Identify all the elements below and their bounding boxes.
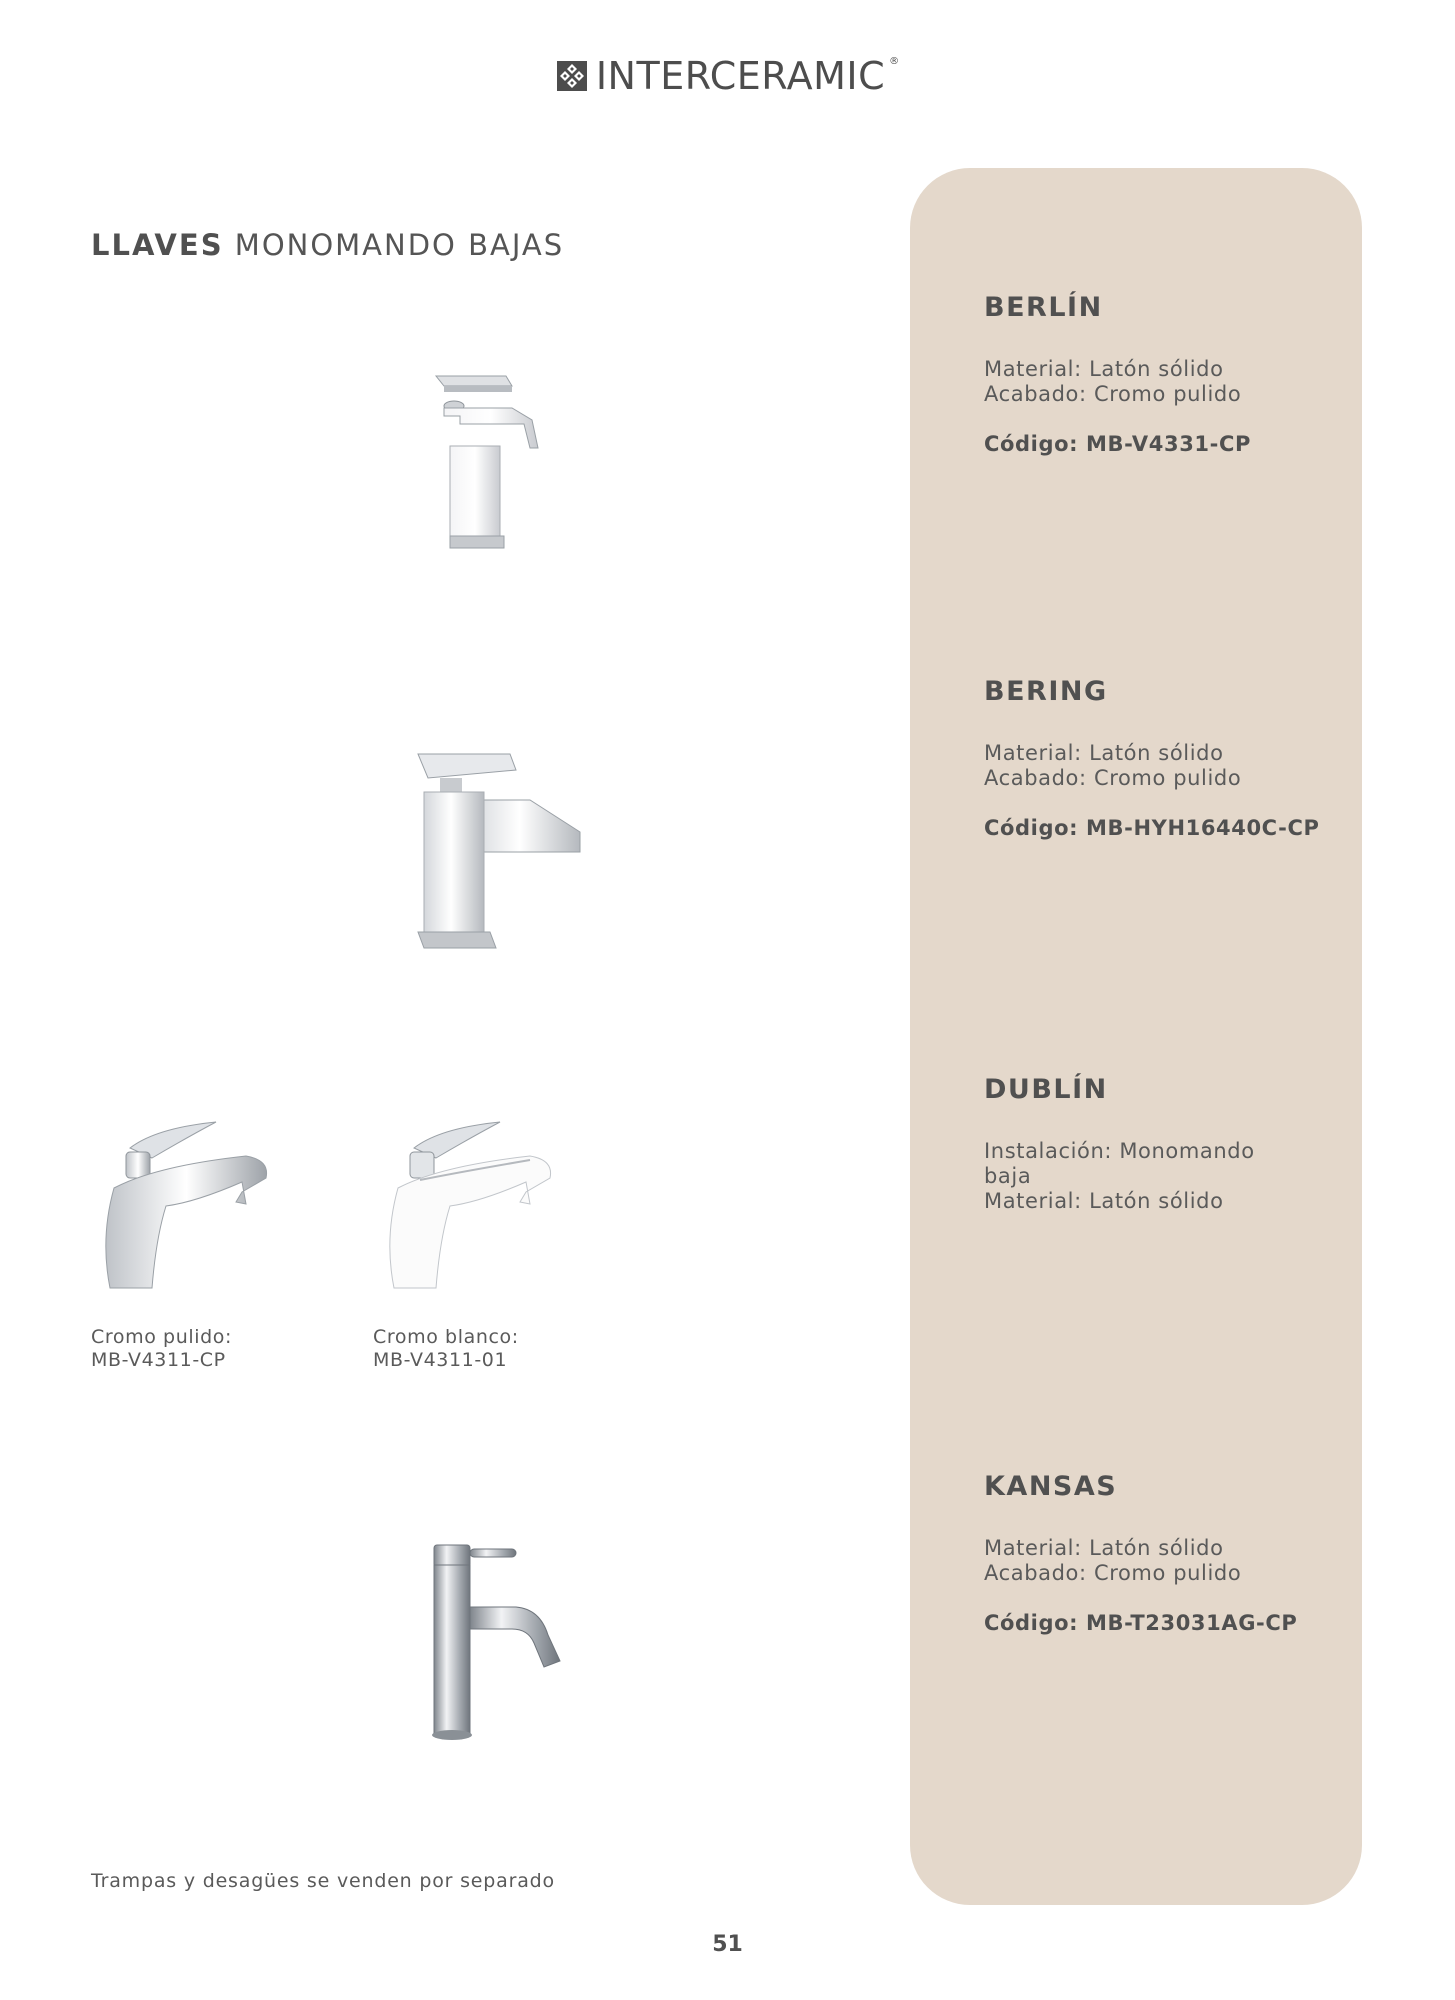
variant-finish: Cromo pulido: <box>91 1326 233 1348</box>
product-spec: Acabado: Cromo pulido <box>984 766 1242 790</box>
faucet-dublin-chrome-image <box>96 1118 276 1298</box>
product-spec: Acabado: Cromo pulido <box>984 1561 1242 1585</box>
registered-mark: ® <box>889 56 900 67</box>
faucet-dublin-white-image <box>380 1118 560 1298</box>
brand-name: INTERCERAMIC <box>595 54 886 98</box>
product-spec: baja <box>984 1164 1032 1188</box>
faucet-bering-image <box>410 748 590 958</box>
product-spec: Material: Latón sólido <box>984 357 1224 381</box>
variant-finish: Cromo blanco: <box>373 1326 519 1348</box>
product-code: Código: MB-V4331-CP <box>984 432 1251 456</box>
variant-caption-white <box>373 1326 519 1372</box>
product-name: DUBLÍN <box>984 1074 1108 1105</box>
product-spec: Acabado: Cromo pulido <box>984 382 1242 406</box>
footnote: Trampas y desagües se venden por separado <box>91 1870 555 1892</box>
variant-code: MB-V4311-CP <box>91 1349 226 1371</box>
page-number: 51 <box>712 1932 743 1957</box>
product-berlin <box>984 292 1251 456</box>
product-code: Código: MB-T23031AG-CP <box>984 1611 1298 1635</box>
section-title <box>91 228 564 262</box>
interceramic-diamond-logo-icon <box>556 60 588 92</box>
product-name: BERLÍN <box>984 292 1103 323</box>
product-spec: Instalación: Monomando <box>984 1139 1255 1163</box>
faucet-berlin-image <box>420 368 570 568</box>
product-spec: Material: Latón sólido <box>984 1189 1224 1213</box>
faucet-kansas-image <box>420 1535 590 1745</box>
section-title-rest: MONOMANDO BAJAS <box>234 228 565 262</box>
product-bering <box>984 676 1320 840</box>
variant-code: MB-V4311-01 <box>373 1349 508 1371</box>
product-name: BERING <box>984 676 1108 707</box>
product-kansas <box>984 1471 1297 1635</box>
product-dublin <box>984 1074 1255 1214</box>
section-title-bold: LLAVES <box>91 228 224 262</box>
product-code: Código: MB-HYH16440C-CP <box>984 816 1320 840</box>
brand-logo <box>0 54 1455 98</box>
product-spec: Material: Latón sólido <box>984 1536 1224 1560</box>
product-spec: Material: Latón sólido <box>984 741 1224 765</box>
variant-caption-chrome <box>91 1326 232 1372</box>
product-name: KANSAS <box>984 1471 1118 1502</box>
